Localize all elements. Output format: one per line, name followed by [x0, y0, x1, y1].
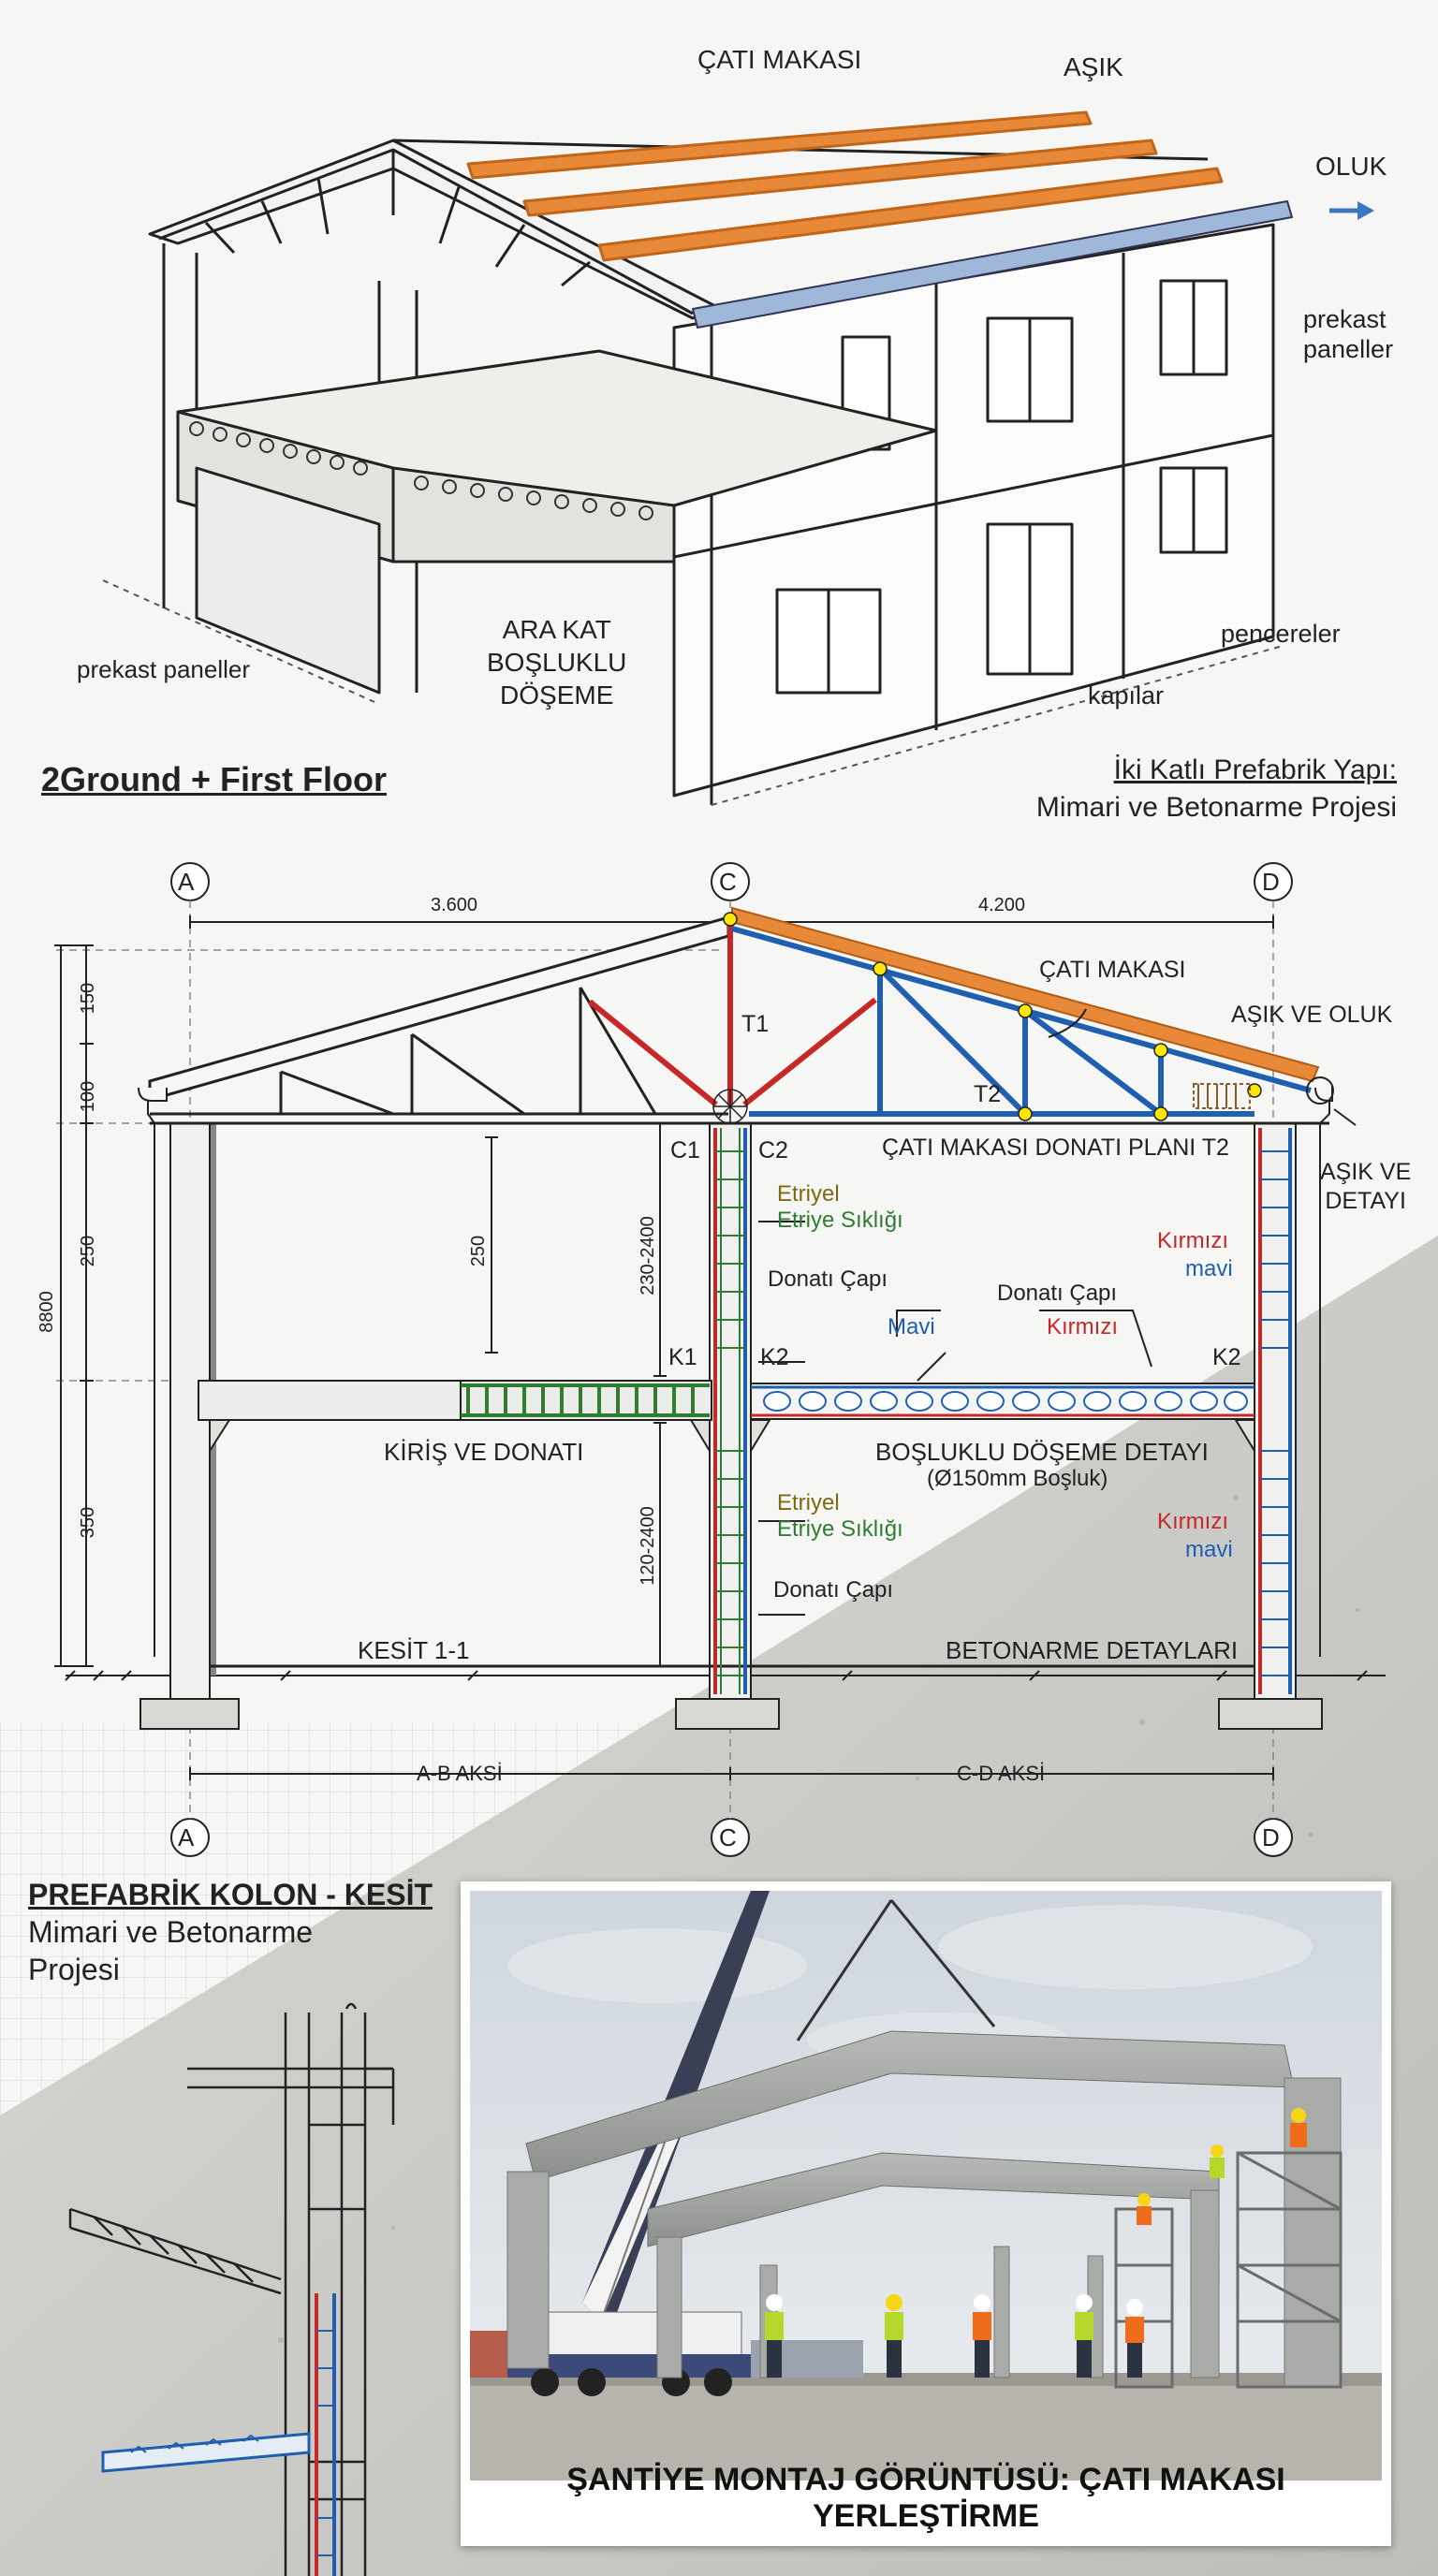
label-red-right-1: Kırmızı	[1157, 1228, 1228, 1253]
label-stirrup-1: Etriyel	[777, 1181, 840, 1207]
project-title-line2: Mimari ve Betonarme Projesi	[1035, 792, 1397, 823]
door-icon	[988, 524, 1072, 674]
label-rc-details: BETONARME DETAYLARI	[946, 1636, 1239, 1664]
window-icon	[988, 318, 1072, 421]
footing-c	[676, 1699, 779, 1729]
axis-label-c: C	[719, 868, 737, 896]
label-blue: Mavi	[888, 1314, 935, 1339]
dim-inner-250: 250	[468, 1235, 490, 1267]
label-k1: K1	[668, 1344, 697, 1370]
window-icon	[1161, 281, 1226, 374]
precast-column	[1191, 2190, 1219, 2378]
label-truss-plan-t2: ÇATI MAKASI DONATI PLANI T2	[882, 1134, 1229, 1161]
label-red: Kırmızı	[1047, 1314, 1118, 1339]
mezzanine-beam	[198, 1381, 461, 1420]
label-section-roof-truss: ÇATI MAKASI	[1039, 957, 1186, 983]
label-beam-rebar: KİRİŞ VE DONATI	[384, 1438, 584, 1466]
dim-230-2400: 230-2400	[637, 1216, 658, 1295]
column-subtitle-line2: Projesi	[28, 1953, 120, 1986]
label-red-right-2: Kırmızı	[1157, 1509, 1228, 1534]
dim-120-2400: 120-2400	[637, 1506, 658, 1586]
label-blue-right-2: mavi	[1185, 1537, 1233, 1562]
window-icon	[777, 590, 880, 693]
label-k2-right: K2	[1212, 1344, 1241, 1370]
label-hollow-size: (Ø150mm Boşluk)	[927, 1466, 1108, 1491]
axis-label-a-bottom: A	[178, 1823, 195, 1852]
footing-d	[1219, 1699, 1322, 1729]
dim-cd: 4.200	[978, 895, 1026, 915]
label-section-name: KESİT 1-1	[358, 1636, 470, 1664]
site-photo-illustration	[470, 1891, 1382, 2481]
isometric-building-sketch	[0, 0, 1438, 842]
purlin-detail-box	[1194, 1084, 1250, 1108]
label-stirrup-spacing-2: Etriye Sıklığı	[777, 1516, 903, 1542]
left-roof-truss	[150, 917, 728, 1114]
label-purlin-detail: AŞIK VE DETAYI	[1320, 1159, 1412, 1215]
label-k2-left: K2	[760, 1344, 789, 1370]
label-stirrup-2: Etriyel	[777, 1490, 840, 1515]
column-subtitle-line1: Mimari ve Betonarme	[28, 1915, 314, 1949]
site-photo-panel	[461, 1881, 1391, 2546]
floors-title: 2Ground + First Floor	[41, 760, 388, 798]
dim-250: 250	[78, 1235, 99, 1267]
dim-100: 100	[78, 1080, 99, 1113]
dim-total-height: 8800	[36, 1291, 57, 1333]
dim-350: 350	[78, 1506, 99, 1539]
footing-a	[140, 1699, 239, 1729]
label-hollow-slab: ARA KAT BOŞLUKLU DÖŞEME	[487, 615, 627, 710]
site-photo	[470, 1891, 1382, 2481]
label-purlin-gutter: AŞIK VE OLUK	[1231, 1002, 1393, 1028]
precast-column	[657, 2237, 682, 2378]
photo-caption: ŞANTİYE MONTAJ GÖRÜNTÜSÜ: ÇATI MAKASI YERLEŞTİRME	[566, 2462, 1285, 2534]
label-axis-ab: A-B AKSİ	[417, 1762, 503, 1785]
label-stirrup-spacing-1: Etriye Sıklığı	[777, 1208, 903, 1233]
label-c1: C1	[670, 1137, 700, 1164]
label-blue-right-1: mavi	[1185, 1256, 1233, 1281]
label-axis-cd: C-D AKSİ	[957, 1762, 1046, 1785]
axis-label-d-bottom: D	[1262, 1823, 1280, 1852]
axis-label-c-bottom: C	[719, 1823, 737, 1852]
dim-ac: 3.600	[431, 895, 478, 915]
axis-label-a: A	[178, 868, 195, 896]
project-title-line1: İki Katlı Prefabrik Yapı:	[1113, 754, 1397, 785]
axis-label-d: D	[1262, 868, 1280, 896]
dim-150: 150	[78, 982, 99, 1015]
label-purlin: AŞIK	[1064, 52, 1123, 81]
label-windows: pencereler	[1221, 620, 1341, 648]
label-c2: C2	[758, 1137, 788, 1164]
label-precast-panels-right: prekast paneller	[1303, 305, 1394, 364]
label-bar-dia-3: Donatı Çapı	[773, 1577, 894, 1603]
label-bar-dia-2: Donatı Çapı	[997, 1281, 1118, 1306]
label-roof-truss: ÇATI MAKASI	[697, 45, 862, 74]
column-title: PREFABRİK KOLON - KESİT	[28, 1878, 433, 1911]
right-roof-truss	[732, 929, 1311, 1114]
precast-column	[507, 2172, 549, 2368]
label-doors: kapılar	[1088, 681, 1165, 710]
label-precast-panels-left: prekast paneller	[77, 655, 250, 683]
label-bar-dia-1: Donatı Çapı	[768, 1266, 888, 1292]
label-t1: T1	[741, 1011, 770, 1037]
label-t2: T2	[974, 1081, 1002, 1107]
window-icon	[1161, 468, 1226, 552]
label-hollow-slab-detail: BOŞLUKLU DÖŞEME DETAYI	[875, 1438, 1209, 1466]
label-gutter: OLUK	[1315, 152, 1387, 181]
column-section-sketch	[0, 1994, 461, 2576]
